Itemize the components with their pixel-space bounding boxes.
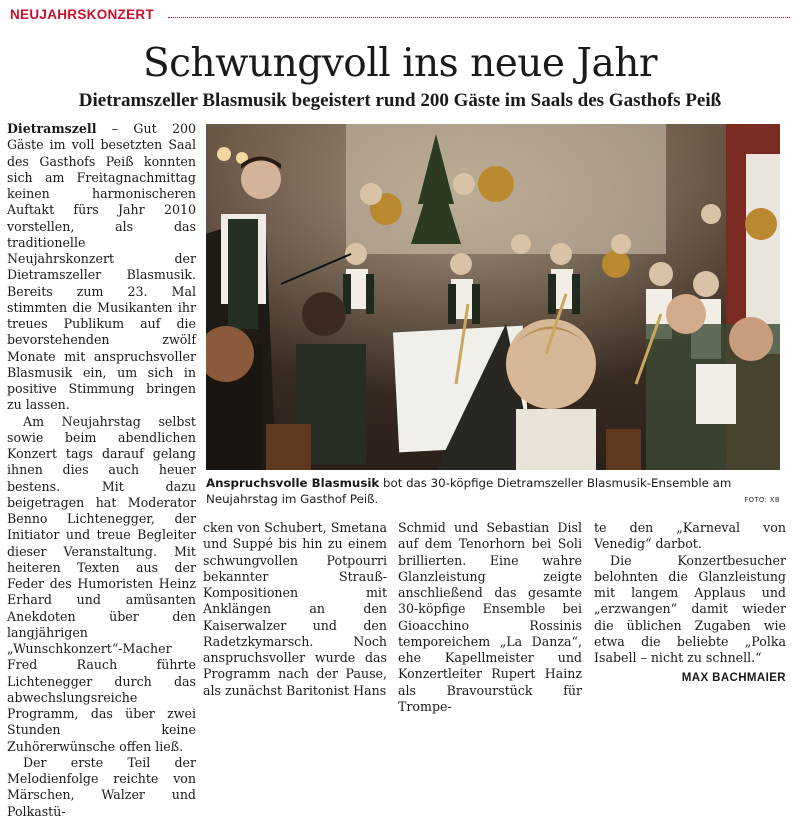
concert-photo [206,124,780,470]
article-column-2 [203,520,387,699]
paragraph-3-middle: cken von Schubert, Smetana und Suppé bis hin zu einem schwungvollen Potpourri bekannter Strauß-Kompositionen mit Anklängen an den Kaiserwalzer und den Radetzkymarsch. Noch anspruchsvoller wurde das Programm nach der Pause, als zunächst Baritonist Hans [203,520,387,698]
paragraph-1-text: – Gut 200 Gäste im voll besetzten Saal des Gasthofs Peiß konnten sich am Freitagnachmittag keinen harmonischeren Auftakt fürs Jahr 2010 vorstellen, als das traditionelle Neujahrskonzert der Dietramszeller Blasmusik. Bereits zum 23. Mal stimmten die Musikanten ihr treues Publikum auf die bevorstehenden zwölf Monate mit anspruchsvoller Blasmusik ein, um sich in positive Stimmung bringen zu lassen. [7,121,196,413]
paragraph-3-end: Schmid und Sebastian Disl auf dem Tenorhorn bei Soli brillierten. Eine wahre Glanzleistung zeigte anschließend das gesamte 30-köpfige Ensemble bei Gioacchino Rossinis temporeichem „La Danza“, ehe Kapellmeister und Konzertleiter Rupert Hainz als Bravourstück für Trompe- [398,520,582,714]
caption-bold: Anspruchsvolle Blasmusik [206,476,380,490]
dateline: Dietramszell [7,121,97,136]
photo-credit: FOTO: XB [744,496,780,504]
article-column-3 [398,520,582,715]
photo-caption [206,475,780,507]
paragraph-4: Die Konzertbesucher belohnten die Glanzleistung mit langem Applaus und „erzwangen“ damit wieder die üblichen Zugaben wie etwa die beliebte „Polka Isabell – nicht zu schnell.“ [594,552,786,665]
paragraph-1 [7,121,196,414]
subheadline: Dietramszeller Blasmusik begeistert rund 200 Gäste im Saals des Gasthofs Peiß [78,90,722,111]
paragraph-3-tail: te den „Karneval von Venedig“ darbot. [594,520,786,552]
caption-text: bot das 30-köpfige Dietramszeller Blasmusik-Ensemble am Neujahrstag im Gasthof Peiß. [206,476,732,506]
concert-photo-illustration [206,124,780,470]
section-kicker: NEUJAHRSKONZERT [10,7,155,22]
kicker-dotted-rule [168,17,790,18]
article-column-1 [7,121,196,820]
paragraph-3-start: Der erste Teil der Melodienfolge reichte von Märschen, Walzer und Polkastü- [7,754,196,819]
author-byline: MAX BACHMAIER [681,672,786,685]
article-column-4 [594,520,786,687]
headline: Schwungvoll ins neue Jahr [142,41,658,86]
paragraph-2: Am Neujahrstag selbst sowie beim abendlichen Konzert tags darauf gelang ihnen dies auch heuer bestens. Mit dazu beigetragen hat Moderator Benno Lichtenegger, der Initiator und treue Begleiter dieser Veranstaltung. Mit heiteren Texten aus der Feder des Humoristen Heinz Erhard und amüsanten Anekdoten über den langjährigen „Wunschkonzert“-Macher Fred Rauch führte Lichtenegger durch das abwechslungsreiche Programm, das über zwei Stunden keine Zuhörerwünsche offen ließ. [7,413,196,754]
